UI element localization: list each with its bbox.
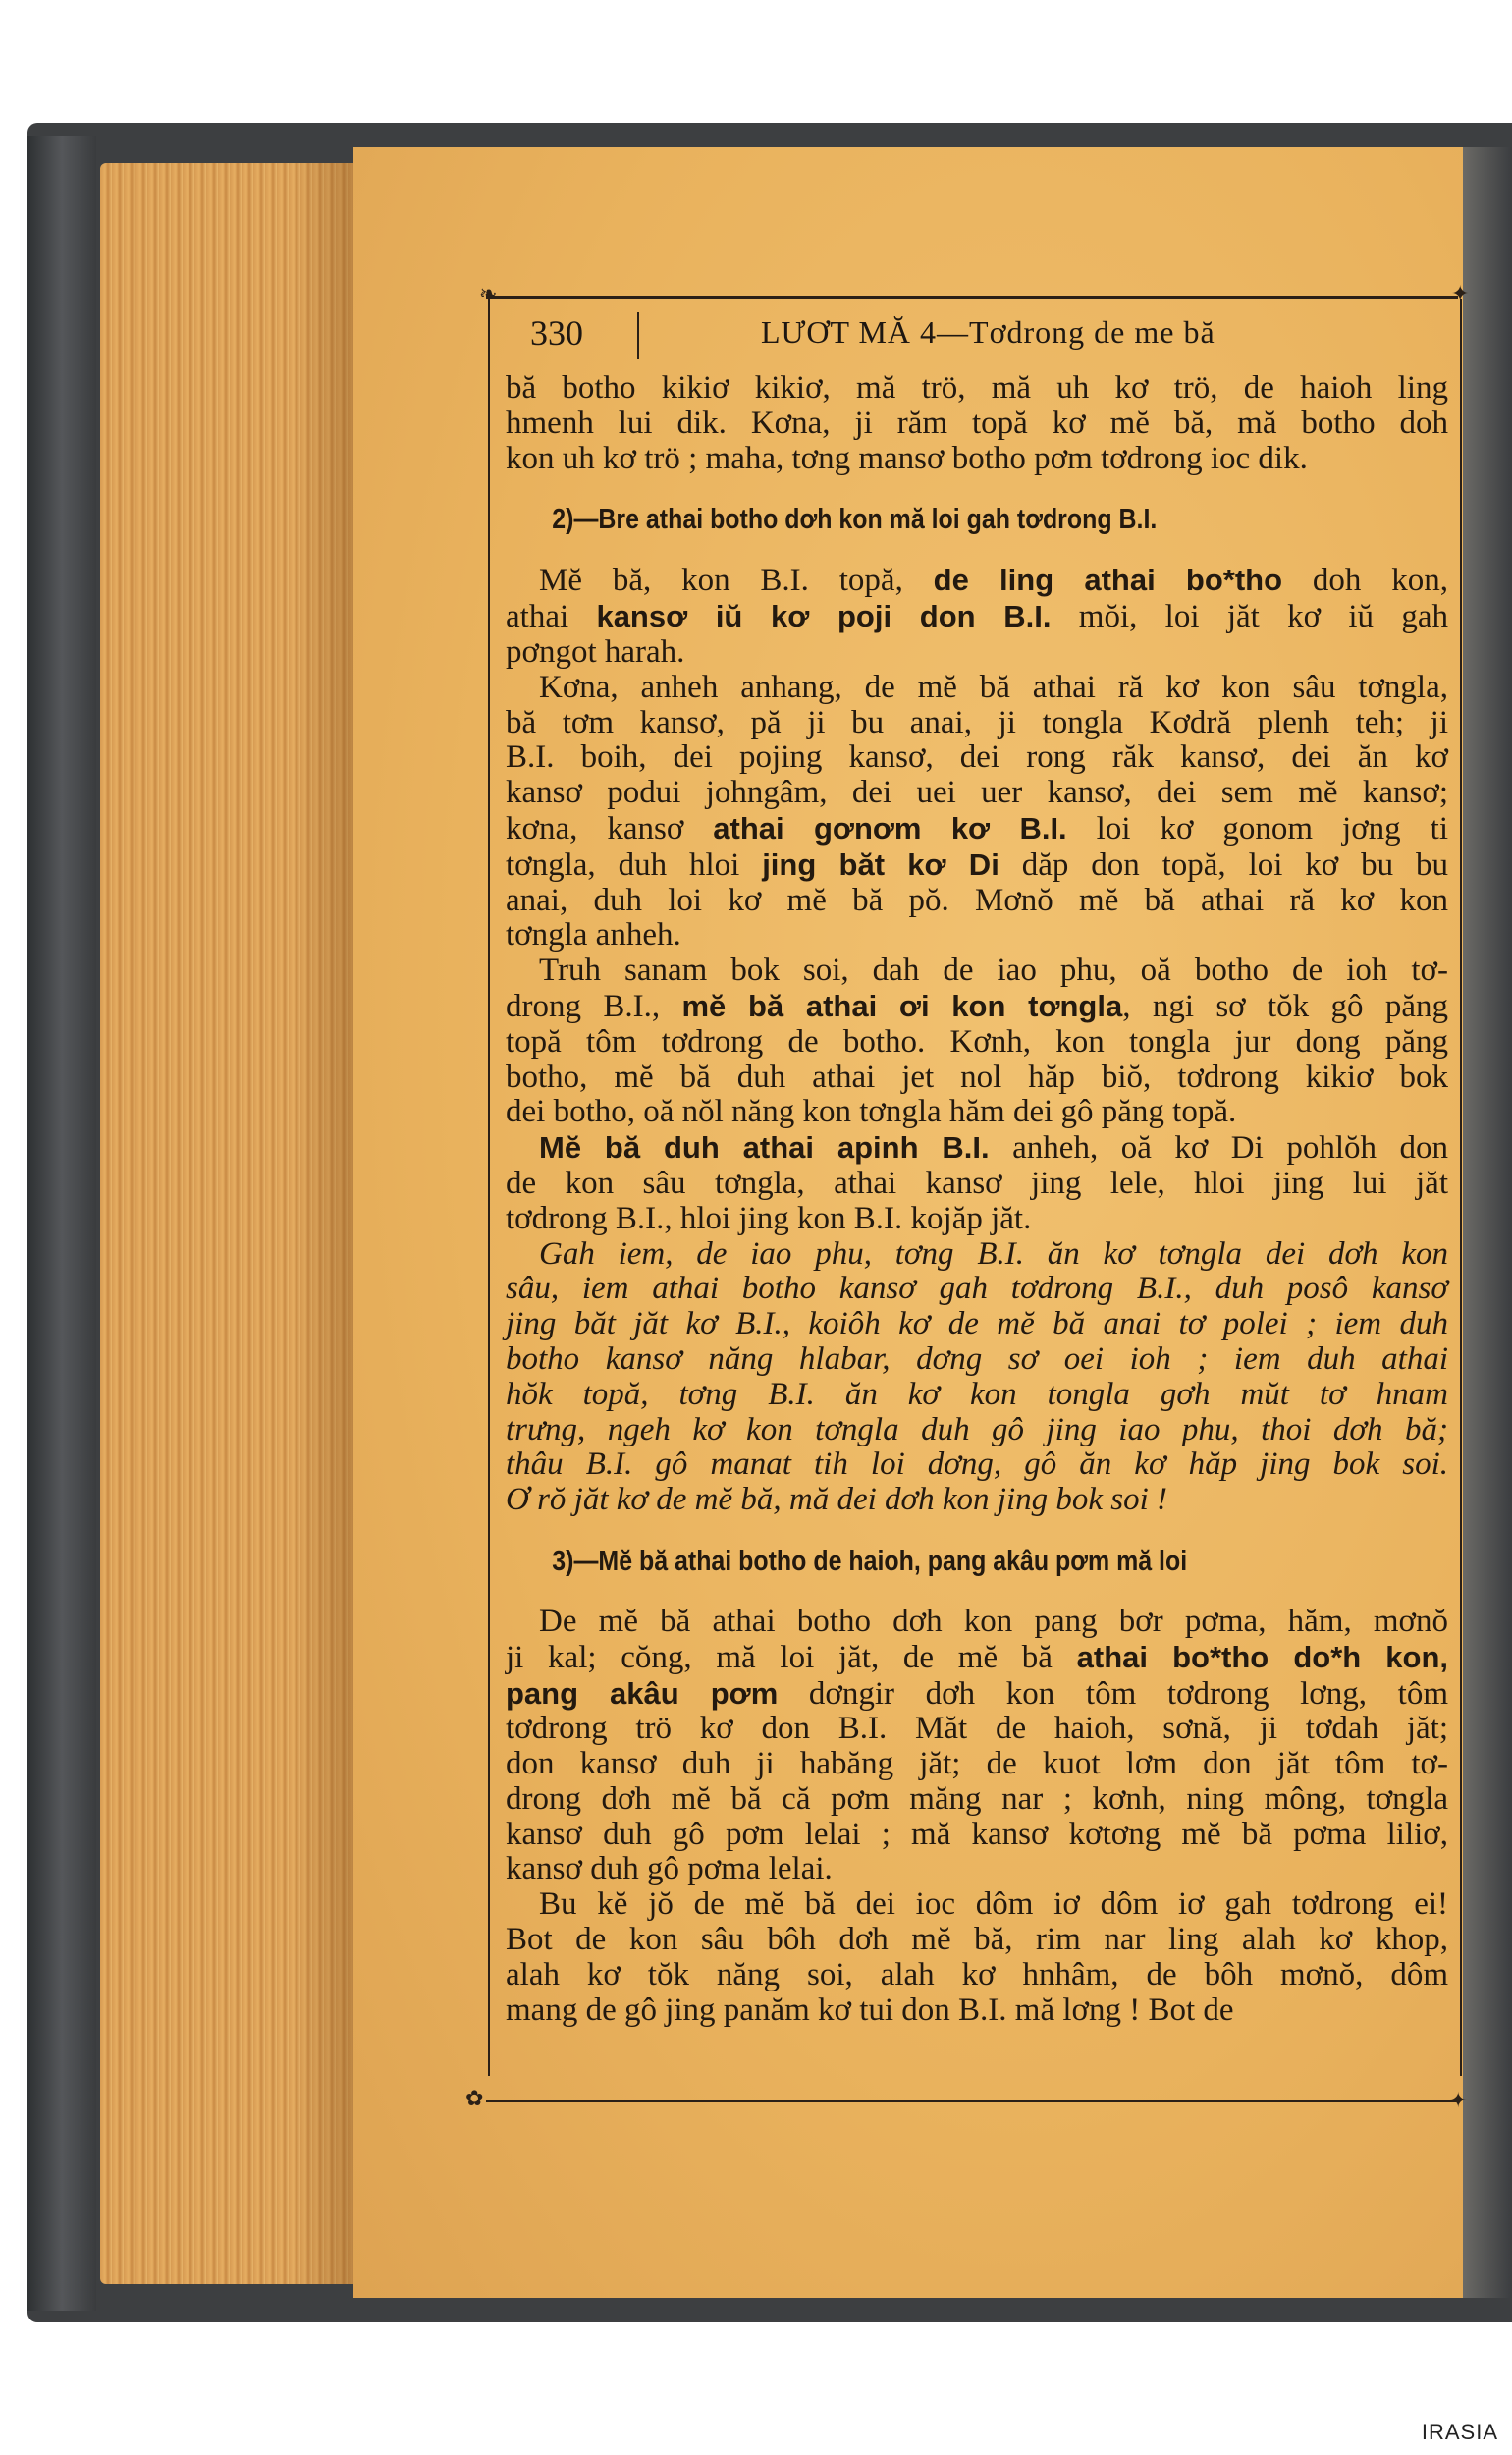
section-title: LƯƠT MĂ 4—Tơdrong de me bă — [761, 314, 1215, 350]
text-line — [506, 740, 1448, 776]
text-run: kansơ duh gô pơma lelai. — [506, 1851, 833, 1887]
text-run: Bot de kon sâu bôh dơh mĕ bă, rim nar ling alah kơ khop, — [506, 1922, 1448, 1958]
text-run: tơdrong trö kơ don B.I. Măt de haioh, sơnă, ji tơdah jăt; — [506, 1711, 1448, 1747]
text-line — [506, 706, 1448, 741]
text-run: pơngot harah. — [506, 633, 685, 670]
paragraph — [506, 954, 1448, 1130]
text-line — [506, 1167, 1448, 1202]
text-line — [506, 1747, 1448, 1782]
corner-ornament-icon: ❧ — [479, 281, 498, 305]
text-line — [506, 1712, 1448, 1747]
text-run: anai, duh loi kơ mĕ bă pŏ. Mơnŏ mĕ bă athai ră kơ kon — [506, 882, 1448, 918]
text-line — [506, 671, 1448, 706]
text-run: Mĕ bă, kon B.I. topă, — [539, 563, 934, 599]
text-line: bă botho kikiơ kikiơ, mă trö, mă uh kơ trö, de haioh ling — [506, 370, 1448, 406]
text-run: Bu kĕ jŏ de mĕ bă dei ioc dôm iơ dôm iơ gah tơdrong ei! — [539, 1886, 1448, 1923]
text-line: hmenh lui dik. Kơna, ji răm topă kơ mĕ bă, mă botho doh — [506, 405, 1448, 441]
bold-phrase: mĕ bă athai ơi kon tơngla — [681, 988, 1123, 1023]
text-run: tơngla anheh. — [506, 917, 681, 954]
text-run: dơngir dơh kon tôm tơdrong lơng, tôm — [778, 1675, 1448, 1712]
text-run: athai — [506, 599, 597, 635]
section-heading-2: 2)—Bre athai botho dơh kon mă loi gah tơdrong B.I. — [552, 504, 1158, 536]
bold-phrase: athai gơnơm kơ B.I. — [713, 810, 1067, 846]
paragraph — [506, 1605, 1448, 1887]
text-run: de kon sâu tơngla, athai kansơ jing lele, hloi jing lui jăt — [506, 1165, 1448, 1201]
text-run: loi kơ gonom jơng ti — [1066, 810, 1448, 846]
paragraph-continuation — [506, 371, 1448, 476]
text-line — [506, 811, 1448, 847]
section-heading-3: 3)—Mĕ bă athai botho de haioh, pang akâu pơm mă loi — [552, 1545, 1188, 1577]
text-run: botho, mĕ bă duh athai jet nol hăp biŏ, tơdrong kikiơ bok — [506, 1059, 1448, 1095]
text-line: trưng, ngeh kơ kon tơngla duh gô jing iao phu, thoi dơh bă; — [506, 1411, 1448, 1447]
text-run: B.I. boih, dei pojing kansơ, dei rong răk kansơ, dei ăn kơ — [506, 739, 1448, 776]
paragraph — [506, 563, 1448, 670]
text-line — [506, 1887, 1448, 1923]
text-run: dei botho, oă nŏl năng kon tơngla hăm dei gô păng topă. — [506, 1094, 1237, 1130]
text-line — [506, 1676, 1448, 1713]
left-border-rule — [488, 299, 490, 2076]
text-run: drong B.I., — [506, 988, 682, 1024]
bold-phrase: Mĕ bă duh athai apinh B.I. — [539, 1130, 990, 1166]
page-right-edge — [1463, 147, 1512, 2298]
watermark: IRASIA — [1421, 2420, 1498, 2444]
text-line — [506, 989, 1448, 1025]
text-run: mŏi, loi jăt kơ iŭ gah — [1051, 599, 1448, 635]
text-run: mang de gô jing panăm kơ tui don B.I. mă lơng ! Bot de — [506, 1991, 1234, 2028]
text-run: ji kal; cŏng, mă loi jăt, de mĕ bă — [506, 1639, 1077, 1675]
text-line — [506, 1605, 1448, 1640]
paragraph — [506, 671, 1448, 954]
text-line — [506, 1993, 1448, 2029]
text-line — [506, 1958, 1448, 1993]
text-run: alah kơ tŏk năng soi, alah kơ hnhâm, de bôh mơnŏ, dôm — [506, 1956, 1448, 1992]
text-run: Truh sanam bok soi, dah de iao phu, oă botho de ioh tơ- — [539, 953, 1448, 989]
text-line — [506, 1640, 1448, 1676]
text-line — [506, 563, 1448, 599]
page-stack-shadow — [295, 163, 353, 2284]
text-run: drong dơh mĕ bă că pơm măng nar ; kơnh, ning mông, tơngla — [506, 1780, 1448, 1817]
text-line — [506, 1061, 1448, 1096]
text-run: kansơ podui johngâm, dei uei uer kansơ, dei sem mĕ kansơ; — [506, 775, 1448, 811]
text-line: jing băt jăt kơ B.I., koiôh kơ de mĕ bă anai tơ polei ; iem duh — [506, 1306, 1448, 1342]
text-line: sâu, iem athai botho kansơ gah tơdrong B.I., duh posô kansơ — [506, 1271, 1448, 1307]
text-run: Kơna, anheh anhang, de mĕ bă athai ră kơ kon sâu tơngla, — [539, 669, 1448, 705]
bold-phrase: kansơ iŭ kơ poji don B.I. — [596, 599, 1052, 634]
text-run: doh kon, — [1282, 563, 1448, 599]
bold-phrase: de ling athai bo*tho — [933, 563, 1283, 598]
text-run: kơna, kansơ — [506, 810, 714, 846]
corner-ornament-icon: ✦ — [1449, 2088, 1468, 2112]
text-line — [506, 918, 1448, 954]
text-run: don kansơ duh ji habăng jăt; de kuot lơm don jăt tôm tơ- — [506, 1746, 1448, 1782]
text-line — [506, 635, 1448, 671]
text-run: tơngla, duh hloi — [506, 846, 763, 883]
text-line: kon uh kơ trö ; maha, tơng mansơ botho pơm tơdrong ioc dik. — [506, 440, 1308, 476]
running-head — [491, 312, 1458, 355]
bold-phrase: jing băt kơ Di — [762, 846, 999, 882]
text-line — [506, 1782, 1448, 1818]
floral-ornament-icon: ✿ — [465, 2086, 484, 2110]
text-line — [506, 847, 1448, 884]
text-line: thâu B.I. gô manat tih loi dơng, gô ăn kơ hăp jing bok soi. — [506, 1446, 1448, 1483]
bold-phrase: pang akâu pơm — [506, 1675, 779, 1711]
text-run: kansơ duh gô pơm lelai ; mă kansơ kơtơng mĕ bă pơma liliơ, — [506, 1816, 1448, 1852]
text-line — [506, 954, 1448, 989]
text-run: anheh, oă kơ Di pohlŏh don — [989, 1130, 1448, 1167]
book-spine-edge — [27, 136, 96, 2311]
page-number: 330 — [530, 313, 583, 353]
bold-phrase: athai bo*tho do*h kon, — [1076, 1639, 1448, 1674]
text-line — [506, 884, 1448, 919]
top-border-rule — [486, 296, 1458, 299]
text-line: Ơ rŏ jăt kơ de mĕ bă, mă dei dơh kon jing bok soi ! — [506, 1482, 1168, 1518]
text-line — [506, 1095, 1448, 1130]
page-body — [506, 371, 1448, 2028]
paragraph — [506, 1887, 1448, 2028]
text-line — [506, 1025, 1448, 1061]
text-run: , ngi sơ tŏk gô păng — [1122, 988, 1448, 1024]
bottom-border-rule — [486, 2100, 1458, 2102]
text-run: bă tơm kansơ, pă ji bu anai, ji tongla Kơdră plenh teh; ji — [506, 704, 1448, 740]
text-run: dăp don topă, loi kơ bu bu — [999, 846, 1449, 883]
text-line — [506, 1923, 1448, 1958]
text-run: De mĕ bă athai botho dơh kon pang bơr pơma, hăm, mơnŏ — [539, 1603, 1448, 1639]
text-line — [506, 776, 1448, 811]
right-border-rule — [1460, 299, 1462, 2076]
italic-exhortation-paragraph — [506, 1237, 1448, 1518]
corner-ornament-icon: ✦ — [1451, 281, 1470, 305]
paragraph — [506, 1130, 1448, 1236]
text-line — [506, 1818, 1448, 1853]
text-line — [506, 1852, 1448, 1887]
text-line: botho kansơ năng hlabar, dơng sơ oei ioh ; iem duh athai — [506, 1340, 1448, 1377]
text-run: tơdrong B.I., hloi jing kon B.I. kojăp jăt. — [506, 1200, 1032, 1236]
text-line — [506, 599, 1448, 635]
text-run: topă tôm tơdrong de botho. Kơnh, kon tongla jur dong păng — [506, 1023, 1448, 1060]
text-line: hŏk topă, tơng B.I. ăn kơ kon tongla gơh mŭt tơ hnam — [506, 1376, 1448, 1412]
text-line — [506, 1130, 1448, 1167]
text-line: Gah iem, de iao phu, tơng B.I. ăn kơ tơngla dei dơh kon — [539, 1235, 1448, 1272]
text-line — [506, 1202, 1448, 1237]
